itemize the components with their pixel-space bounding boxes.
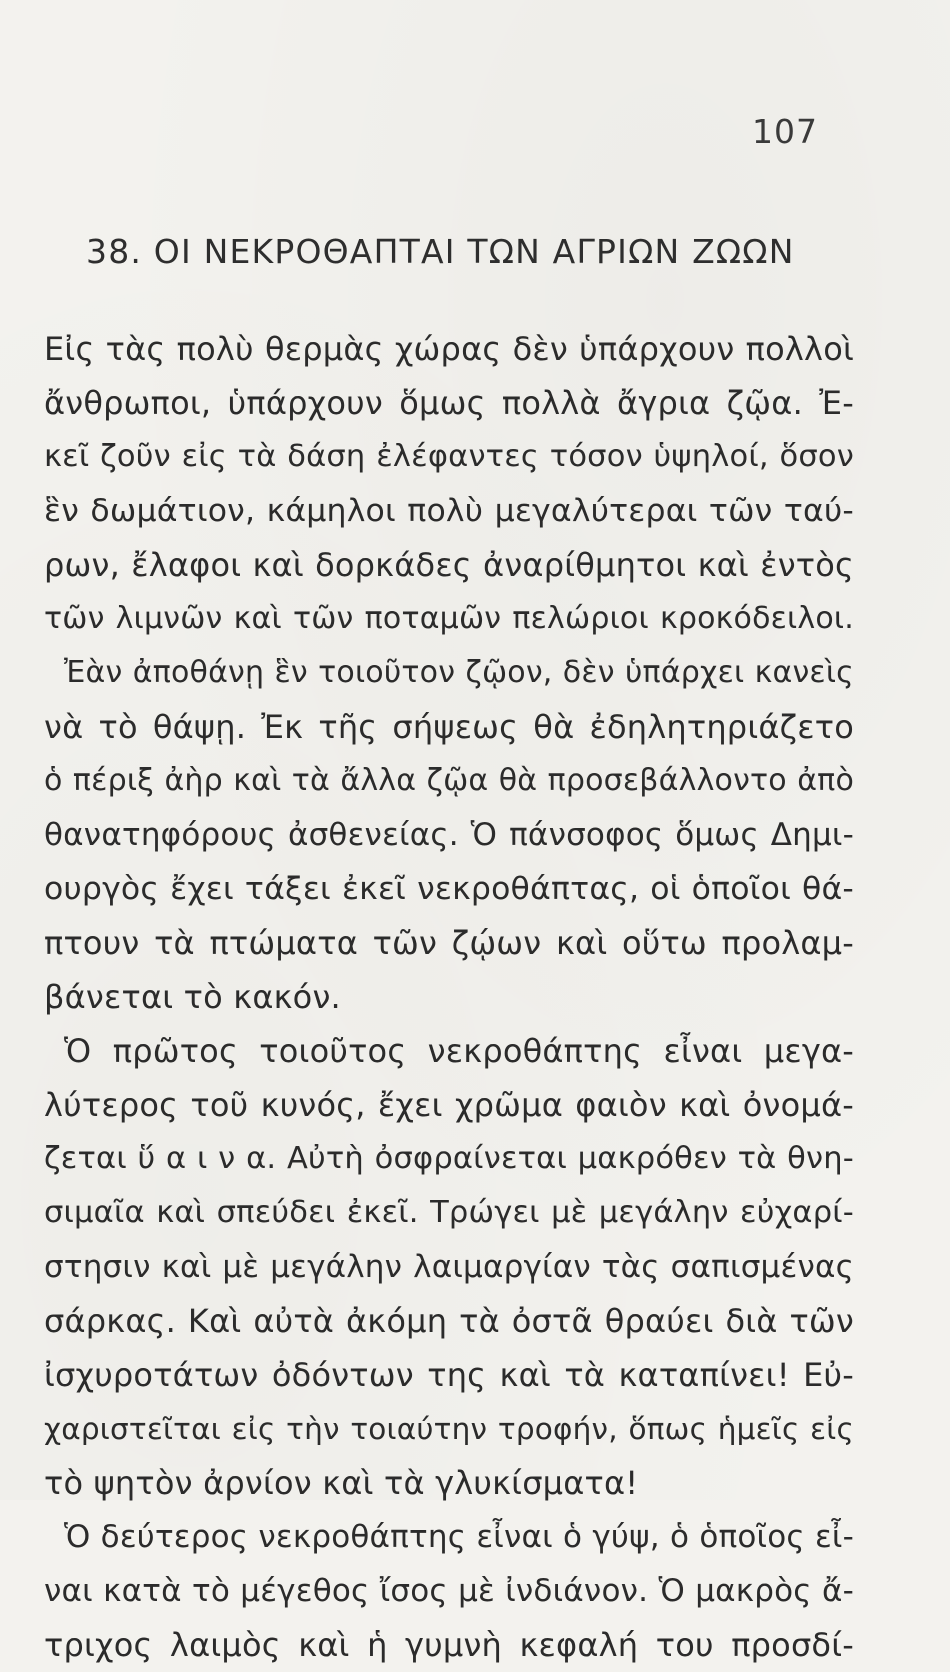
text-line: ζεται ὕ α ι ν α. Αὐτὴ ὀσφραίνεται μακρόθεν τὰ θνη- [44, 1141, 854, 1176]
text-line: νὰ τὸ θάψῃ. Ἐκ τῆς σήψεως θὰ ἐδηλητηριάζετο [44, 708, 854, 746]
text-line: χαριστεῖται εἰς τὴν τοιαύτην τροφήν, ὅπως ἡμεῖς εἰς [44, 1412, 854, 1446]
text-line: σάρκας. Καὶ αὐτὰ ἀκόμη τὰ ὀστᾶ θραύει διὰ τῶν [44, 1302, 854, 1340]
text-line: Εἰς τὰς πολὺ θερμὰς χώρας δὲν ὑπάρχουν πολλοὶ [44, 330, 854, 368]
text-line: σιμαῖα καὶ σπεύδει ἐκεῖ. Τρώγει μὲ μεγάλην εὐχαρί- [44, 1195, 854, 1230]
text-line: ναι κατὰ τὸ μέγεθος ἴσος μὲ ἰνδιάνον. Ὁ μακρὸς ἄ- [44, 1573, 854, 1609]
text-line: Ἐὰν ἀποθάνῃ ἓν τοιοῦτον ζῷον, δὲν ὑπάρχει κανεὶς [64, 655, 854, 690]
body-text [44, 322, 854, 1672]
text-line: βάνεται τὸ κακόν. [44, 978, 341, 1016]
chapter-title: 38. ΟΙ ΝΕΚΡΟΘΑΠΤΑΙ ΤΩΝ ΑΓΡΙΩΝ ΖΩΩΝ [86, 232, 795, 271]
text-line: ἄνθρωποι, ὑπάρχουν ὅμως πολλὰ ἄγρια ζῷα. Ἐ- [44, 384, 854, 422]
text-line: τὸ ψητὸν ἀρνίον καὶ τὰ γλυκίσματα! [44, 1464, 639, 1502]
text-line: λύτερος τοῦ κυνός, ἔχει χρῶμα φαιὸν καὶ ὀνομά- [44, 1086, 854, 1124]
text-line: κεῖ ζοῦν εἰς τὰ δάση ἐλέφαντες τόσον ὑψηλοί, ὅσον [44, 439, 854, 474]
text-line: Ὁ δεύτερος νεκροθάπτης εἶναι ὁ γύψ, ὁ ὁποῖος εἶ- [64, 1519, 854, 1555]
text-line: ἰσχυροτάτων ὀδόντων της καὶ τὰ καταπίνει! Εὐ- [44, 1356, 854, 1394]
text-line: ουργὸς ἔχει τάξει ἐκεῖ νεκροθάπτας, οἱ ὁποῖοι θά- [44, 871, 854, 907]
text-line: ὁ πέριξ ἀὴρ καὶ τὰ ἄλλα ζῷα θὰ προσεβάλλοντο ἀπὸ [44, 763, 854, 798]
text-line: τριχος λαιμὸς καὶ ἡ γυμνὴ κεφαλή του προσδί- [44, 1626, 854, 1664]
text-line: θανατηφόρους ἀσθενείας. Ὁ πάνσοφος ὅμως Δημι- [44, 817, 854, 853]
text-line: ρων, ἔλαφοι καὶ δορκάδες ἀναρίθμητοι καὶ ἐντὸς [44, 546, 854, 584]
text-line: πτουν τὰ πτώματα τῶν ζῴων καὶ οὕτω προλαμ- [44, 924, 854, 962]
text-line: Ὁ πρῶτος τοιοῦτος νεκροθάπτης εἶναι μεγα- [64, 1032, 854, 1070]
text-line: ἓν δωμάτιον, κάμηλοι πολὺ μεγαλύτεραι τῶν ταύ- [44, 493, 854, 529]
page-number: 107 [752, 112, 818, 151]
text-line: τῶν λιμνῶν καὶ τῶν ποταμῶν πελώριοι κροκόδειλοι. [44, 601, 854, 636]
text-line: στησιν καὶ μὲ μεγάλην λαιμαργίαν τὰς σαπισμένας [44, 1249, 854, 1285]
